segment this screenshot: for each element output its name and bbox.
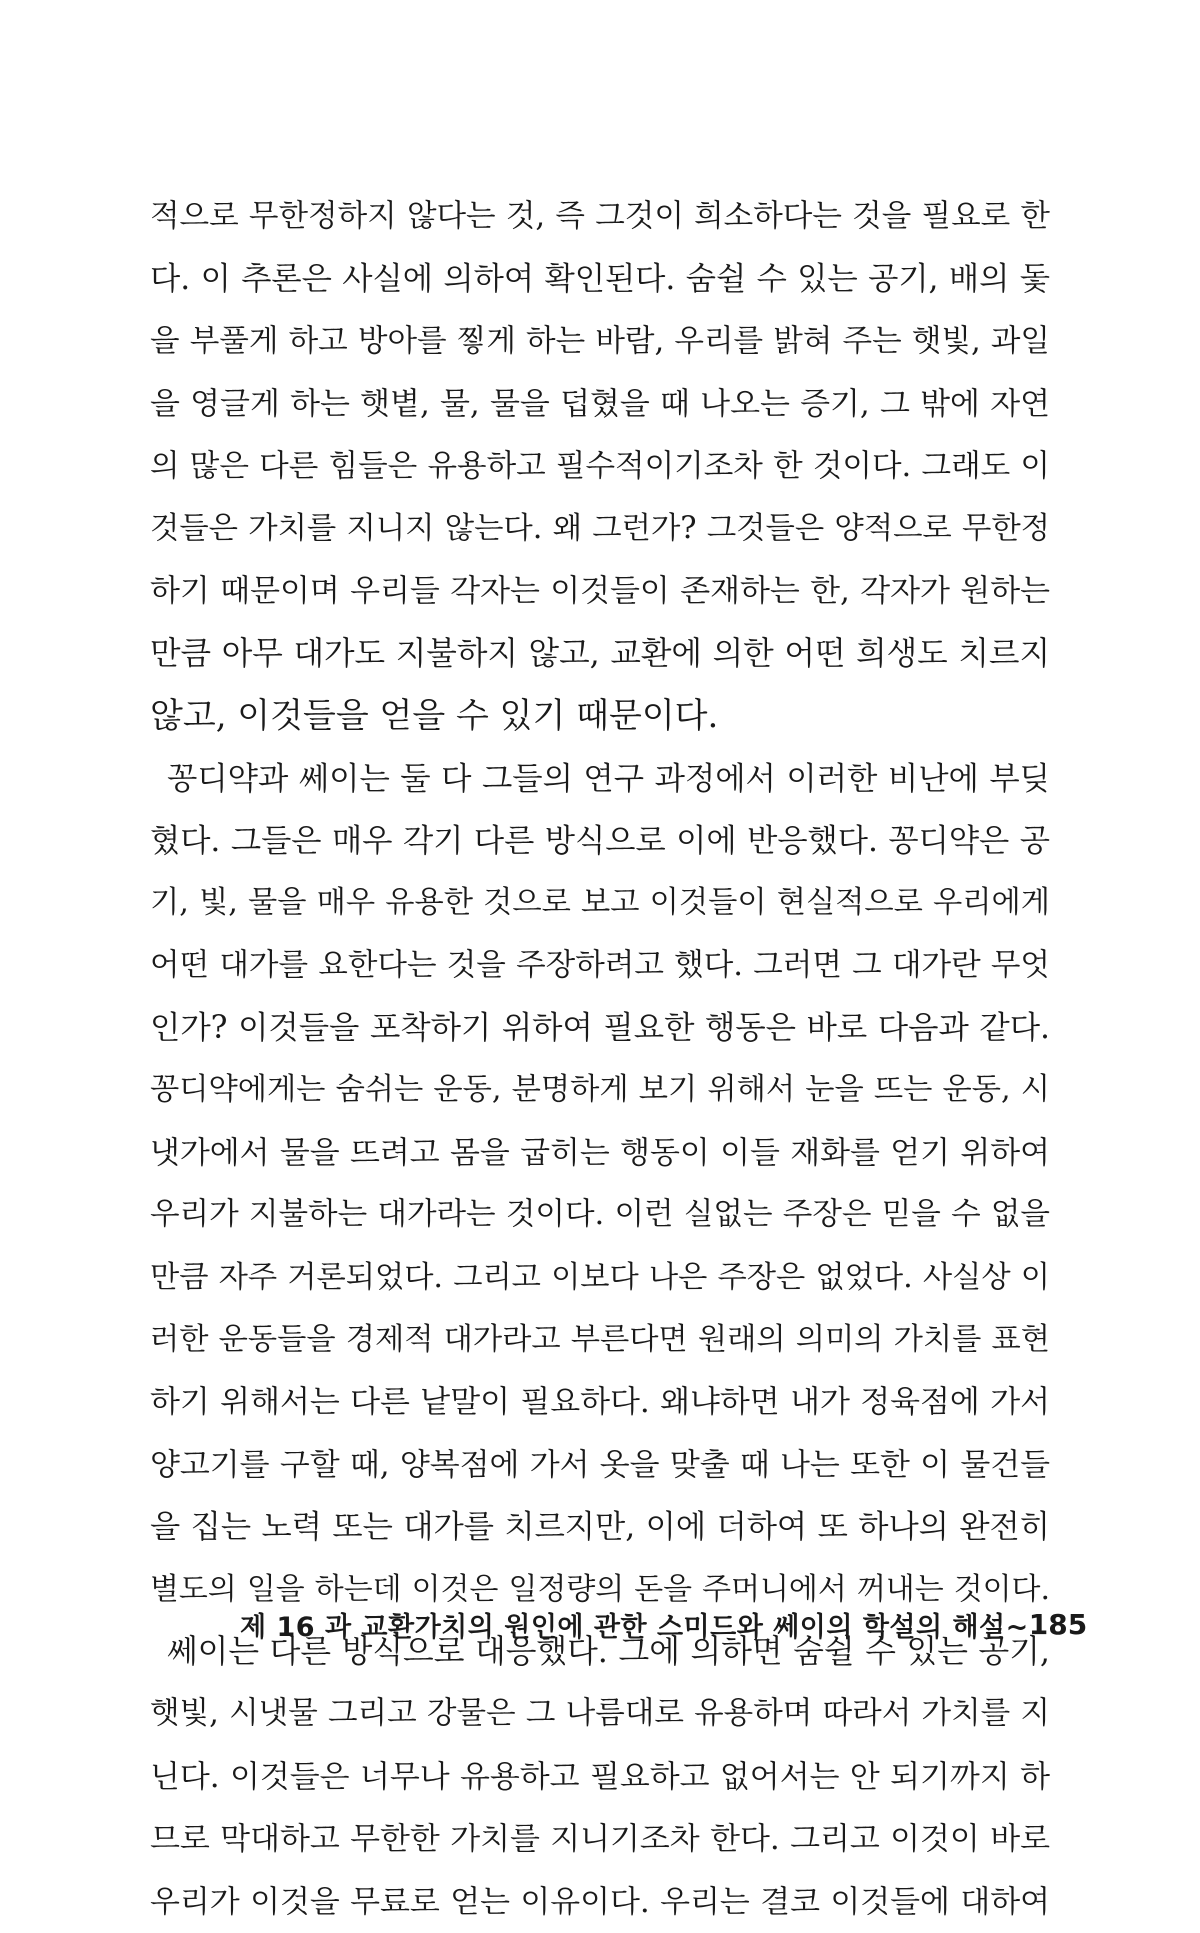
text-line: 햇빛, 시냇물 그리고 강물은 그 나름대로 유용하며 따라서 가치를 지 [150, 1696, 1050, 1732]
text-line: 만큼 자주 거론되었다. 그리고 이보다 나은 주장은 없었다. 사실상 이 [150, 1259, 1050, 1295]
paragraph-3 [150, 1621, 1050, 1933]
text-line: 기, 빛, 물을 매우 유용한 것으로 보고 이것들이 현실적으로 우리에게 [150, 885, 1050, 921]
page-footer [240, 1604, 1088, 1644]
text-line: 러한 운동들을 경제적 대가라고 부른다면 원래의 의미의 가치를 표현 [150, 1322, 1050, 1358]
text-line: 우리가 이것을 무료로 얻는 이유이다. 우리는 결코 이것들에 대하여 [150, 1883, 1050, 1920]
text-line: 만큼 아무 대가도 지불하지 않고, 교환에 의한 어떤 희생도 치르지 [150, 635, 1050, 672]
text-line: 의 많은 다른 힘들은 유용하고 필수적이기조차 한 것이다. 그래도 이 [150, 448, 1050, 484]
body-text [150, 186, 1050, 1933]
paragraph-1 [150, 186, 1050, 748]
text-line: 우리가 지불하는 대가라는 것이다. 이런 실없는 주장은 믿을 수 없을 [150, 1197, 1050, 1233]
text-line: 않고, 이것들을 얻을 수 있기 때문이다. [150, 696, 719, 737]
text-line: 쎄이는 다른 방식으로 대응했다. 그에 의하면 숨쉴 수 있는 공기, [167, 1633, 1050, 1670]
text-line: 을 부풀게 하고 방아를 찧게 하는 바람, 우리를 밝혀 주는 햇빛, 과일 [150, 323, 1050, 359]
text-line: 므로 막대하고 무한한 가치를 지니기조차 한다. 그리고 이것이 바로 [150, 1821, 1050, 1858]
text-line: 을 영글게 하는 햇볕, 물, 물을 덥혔을 때 나오는 증기, 그 밖에 자연 [150, 386, 1050, 423]
text-line: 적으로 무한정하지 않다는 것, 즉 그것이 희소하다는 것을 필요로 한 [150, 199, 1050, 234]
text-line: 하기 때문이며 우리들 각자는 이것들이 존재하는 한, 각자가 원하는 [150, 573, 1050, 610]
text-line: 꽁디약에게는 숨쉬는 운동, 분명하게 보기 위해서 눈을 뜨는 운동, 시 [150, 1072, 1050, 1108]
text-line: 양고기를 구할 때, 양복점에 가서 옷을 맞출 때 나는 또한 이 물건들 [150, 1446, 1050, 1483]
text-line: 냇가에서 물을 뜨려고 몸을 굽히는 행동이 이들 재화를 얻기 위하여 [150, 1134, 1050, 1171]
text-line: 을 집는 노력 또는 대가를 치르지만, 이에 더하여 또 하나의 완전히 [150, 1509, 1050, 1546]
paragraph-2 [150, 748, 1050, 1621]
text-line: 별도의 일을 하는데 이것은 일정량의 돈을 주머니에서 꺼내는 것이다. [150, 1571, 1050, 1607]
text-line: 다. 이 추론은 사실에 의하여 확인된다. 숨쉴 수 있는 공기, 배의 돛 [150, 261, 1050, 298]
text-line: 하기 위해서는 다른 낱말이 필요하다. 왜냐하면 내가 정육점에 가서 [150, 1384, 1050, 1421]
page-number: 185 [1028, 1607, 1088, 1641]
text-line: 어떤 대가를 요한다는 것을 주장하려고 했다. 그러면 그 대가란 무엇 [150, 947, 1050, 983]
text-line: 꽁디약과 쎄이는 둘 다 그들의 연구 과정에서 이러한 비난에 부딪 [167, 760, 1050, 797]
running-head: 제 16 과 교환가치의 원인에 관한 스미드와 쎄이의 학설의 해설~ [240, 1611, 1029, 1643]
text-line: 인가? 이것들을 포착하기 위하여 필요한 행동은 바로 다음과 같다. [150, 1010, 1050, 1047]
text-line: 닌다. 이것들은 너무나 유용하고 필요하고 없어서는 안 되기까지 하 [150, 1758, 1050, 1795]
text-line: 혔다. 그들은 매우 각기 다른 방식으로 이에 반응했다. 꽁디약은 공 [150, 822, 1050, 859]
text-line: 것들은 가치를 지니지 않는다. 왜 그런가? 그것들은 양적으로 무한정 [150, 510, 1050, 546]
